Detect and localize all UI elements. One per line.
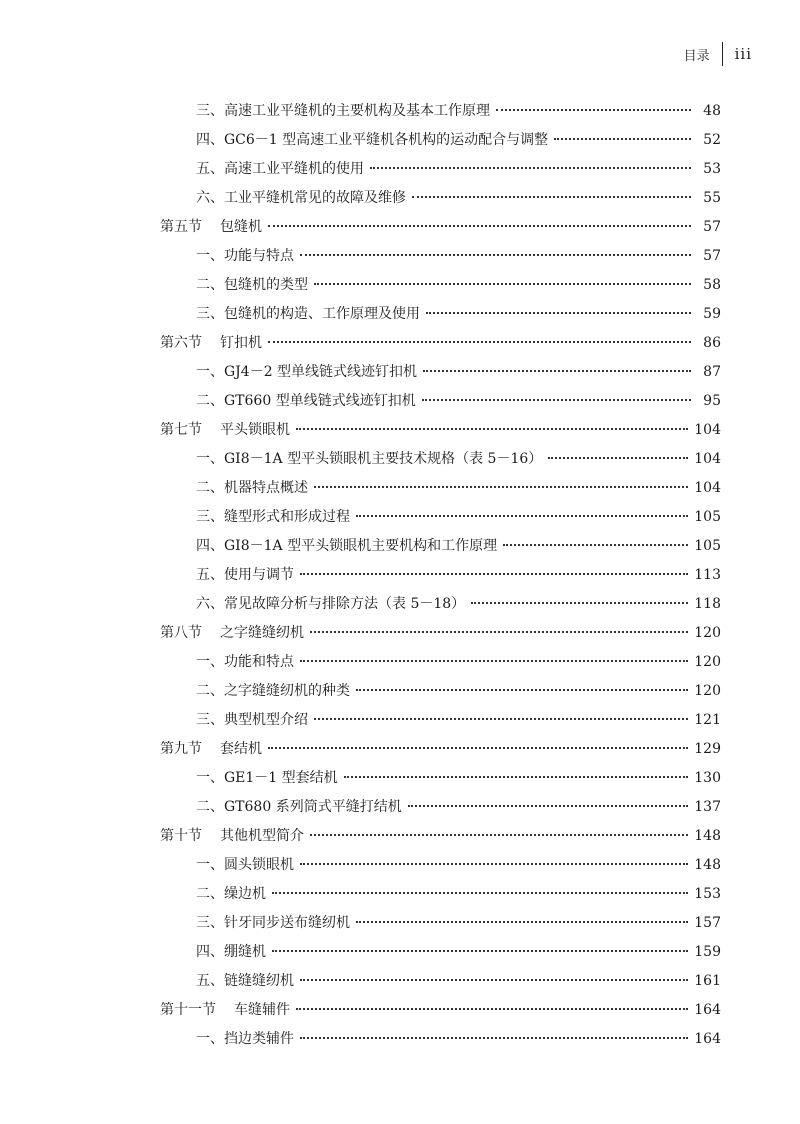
toc-page-number: 104: [694, 422, 721, 438]
toc-entry-title: 二、机器特点概述: [196, 480, 308, 496]
toc-entry-label: [196, 387, 416, 416]
toc-subsection-entry[interactable]: [160, 764, 721, 793]
toc-entry-label: [196, 880, 266, 909]
toc-entry-label: [196, 764, 338, 793]
toc-entry-label: [160, 416, 290, 445]
toc-entry-label: [196, 445, 542, 474]
toc-entry-label: [196, 561, 294, 590]
dot-leader: [272, 949, 688, 952]
toc-section-number: 第九节: [160, 741, 202, 757]
toc-entry-label: [196, 155, 364, 184]
toc-page-number: 164: [694, 1031, 721, 1047]
toc-entry-title: 二、GT660 型单线链式线迹钉扣机: [196, 393, 416, 409]
toc-entry-title: 其他机型简介: [220, 828, 304, 844]
toc-page-number: 153: [694, 886, 721, 902]
dot-leader: [426, 311, 691, 314]
toc-entry-label: [196, 184, 406, 213]
toc-entry-title: 三、包缝机的构造、工作原理及使用: [196, 306, 420, 322]
toc-entry-label: [196, 474, 308, 503]
dot-leader: [356, 514, 688, 517]
table-of-contents: [160, 97, 721, 1054]
toc-subsection-entry[interactable]: [160, 474, 721, 503]
toc-page-number: 120: [694, 683, 721, 699]
toc-entry-label: [196, 358, 417, 387]
toc-entry-label: [196, 793, 402, 822]
toc-entry-label: [196, 967, 294, 996]
dot-leader: [314, 485, 688, 488]
toc-entry-label: [196, 126, 548, 155]
toc-entry-label: [196, 242, 294, 271]
toc-page-number: 137: [694, 799, 721, 815]
toc-entry-title: 二、之字缝缝纫机的种类: [196, 683, 350, 699]
toc-entry-title: 三、缝型形式和形成过程: [196, 509, 350, 525]
toc-page-number: 104: [694, 451, 721, 467]
toc-entry-label: [196, 503, 350, 532]
toc-page-number: 87: [703, 364, 721, 380]
toc-page-number: 157: [694, 915, 721, 931]
dot-leader: [268, 224, 691, 227]
toc-section-entry[interactable]: [160, 619, 721, 648]
dot-leader: [471, 601, 688, 604]
toc-page-number: 164: [694, 1002, 721, 1018]
toc-entry-title: 五、使用与调节: [196, 567, 294, 583]
dot-leader: [310, 630, 688, 633]
toc-page-number: 159: [694, 944, 721, 960]
dot-leader: [422, 398, 691, 401]
dot-leader: [503, 543, 688, 546]
toc-page-number: 148: [694, 857, 721, 873]
toc-entry-title: 一、功能和特点: [196, 654, 294, 670]
toc-entry-title: 二、缲边机: [196, 886, 266, 902]
toc-section-number: 第八节: [160, 625, 202, 641]
toc-entry-title: 车缝辅件: [234, 1002, 290, 1018]
dot-leader: [268, 746, 688, 749]
toc-subsection-entry[interactable]: [160, 126, 721, 155]
toc-section-entry[interactable]: [160, 996, 721, 1025]
toc-page-number: 95: [703, 393, 721, 409]
toc-subsection-entry[interactable]: [160, 677, 721, 706]
dot-leader: [356, 688, 688, 691]
toc-entry-label: [160, 996, 290, 1025]
toc-entry-title: 五、高速工业平缝机的使用: [196, 161, 364, 177]
toc-entry-label: [196, 677, 350, 706]
page-folio: iii: [734, 45, 752, 63]
dot-leader: [300, 978, 688, 981]
dot-leader: [300, 253, 691, 256]
toc-section-number: 第十节: [160, 828, 202, 844]
toc-page-number: 53: [703, 161, 721, 177]
toc-subsection-entry[interactable]: [160, 793, 721, 822]
toc-section-number: 第七节: [160, 422, 202, 438]
toc-entry-title: 三、针牙同步送布缝纫机: [196, 915, 350, 931]
toc-page-number: 86: [703, 335, 721, 351]
running-header-title: 目录: [683, 48, 710, 64]
toc-page-number: 59: [703, 306, 721, 322]
dot-leader: [356, 920, 688, 923]
toc-page-number: 58: [703, 277, 721, 293]
toc-subsection-entry[interactable]: [160, 909, 721, 938]
dot-leader: [300, 862, 688, 865]
toc-subsection-entry[interactable]: [160, 590, 721, 619]
toc-subsection-entry[interactable]: [160, 184, 721, 213]
toc-entry-label: [196, 706, 308, 735]
toc-subsection-entry[interactable]: [160, 967, 721, 996]
dot-leader: [344, 775, 689, 778]
toc-subsection-entry[interactable]: [160, 271, 721, 300]
dot-leader: [496, 108, 691, 111]
dot-leader: [370, 166, 691, 169]
toc-entry-title: 一、GE1－1 型套结机: [196, 770, 338, 786]
dot-leader: [314, 717, 688, 720]
toc-page-number: 52: [703, 132, 721, 148]
toc-entry-title: 一、功能与特点: [196, 248, 294, 264]
dot-leader: [310, 833, 688, 836]
toc-subsection-entry[interactable]: [160, 938, 721, 967]
dot-leader: [300, 1036, 688, 1039]
toc-entry-label: [196, 851, 294, 880]
toc-entry-label: [160, 213, 262, 242]
toc-subsection-entry[interactable]: [160, 387, 721, 416]
toc-entry-title: 钉扣机: [220, 335, 262, 351]
toc-page-number: 129: [694, 741, 721, 757]
toc-section-entry[interactable]: [160, 735, 721, 764]
toc-entry-title: 六、常见故障分析与排除方法（表 5－18）: [196, 596, 466, 612]
dot-leader: [300, 659, 688, 662]
toc-subsection-entry[interactable]: [160, 648, 721, 677]
toc-page-number: 148: [694, 828, 721, 844]
toc-page-number: 57: [703, 219, 721, 235]
toc-entry-title: 一、圆头锁眼机: [196, 857, 294, 873]
dot-leader: [296, 427, 688, 430]
toc-page-number: 118: [694, 596, 721, 612]
dot-leader: [423, 369, 691, 372]
toc-entry-label: [196, 97, 490, 126]
toc-entry-title: 一、GI8－1A 型平头锁眼机主要技术规格（表 5－16）: [196, 451, 543, 467]
dot-leader: [296, 1007, 688, 1010]
toc-subsection-entry[interactable]: [160, 300, 721, 329]
dot-leader: [548, 456, 688, 459]
toc-page-number: 57: [703, 248, 721, 264]
toc-subsection-entry[interactable]: [160, 97, 721, 126]
header-divider: [722, 42, 723, 66]
toc-entry-label: [196, 532, 497, 561]
toc-page-number: 113: [694, 567, 721, 583]
toc-entry-title: 五、链缝缝纫机: [196, 973, 294, 989]
toc-entry-title: 二、GT680 系列筒式平缝打结机: [196, 799, 402, 815]
toc-page-number: 105: [694, 509, 721, 525]
dot-leader: [272, 891, 688, 894]
dot-leader: [300, 572, 688, 575]
toc-subsection-entry[interactable]: [160, 358, 721, 387]
toc-entry-label: [196, 909, 350, 938]
toc-entry-label: [196, 938, 266, 967]
toc-section-entry[interactable]: [160, 416, 721, 445]
toc-page-number: 55: [703, 190, 721, 206]
toc-subsection-entry[interactable]: [160, 851, 721, 880]
toc-entry-label: [160, 329, 262, 358]
toc-page-number: 105: [694, 538, 721, 554]
toc-entry-label: [196, 590, 465, 619]
toc-subsection-entry[interactable]: [160, 532, 721, 561]
toc-subsection-entry[interactable]: [160, 503, 721, 532]
toc-entry-title: 三、典型机型介绍: [196, 712, 308, 728]
toc-entry-label: [160, 619, 304, 648]
toc-entry-label: [196, 300, 420, 329]
toc-entry-label: [196, 1025, 294, 1054]
toc-entry-title: 四、绷缝机: [196, 944, 266, 960]
toc-entry-title: 平头锁眼机: [220, 422, 290, 438]
dot-leader: [268, 340, 691, 343]
toc-entry-title: 三、高速工业平缝机的主要机构及基本工作原理: [196, 103, 490, 119]
toc-entry-title: 六、工业平缝机常见的故障及维修: [196, 190, 406, 206]
toc-subsection-entry[interactable]: [160, 155, 721, 184]
toc-entry-label: [160, 822, 304, 851]
toc-page-number: 120: [694, 625, 721, 641]
dot-leader: [314, 282, 691, 285]
toc-subsection-entry[interactable]: [160, 1025, 721, 1054]
toc-section-entry[interactable]: [160, 822, 721, 851]
toc-section-number: 第十一节: [160, 1002, 216, 1018]
toc-entry-title: 四、GC6－1 型高速工业平缝机各机构的运动配合与调整: [196, 132, 549, 148]
toc-entry-title: 套结机: [220, 741, 262, 757]
toc-subsection-entry[interactable]: [160, 561, 721, 590]
toc-section-number: 第五节: [160, 219, 202, 235]
toc-page-number: 104: [694, 480, 721, 496]
toc-entry-label: [160, 735, 262, 764]
toc-section-entry[interactable]: [160, 329, 721, 358]
toc-subsection-entry[interactable]: [160, 242, 721, 271]
toc-entry-title: 一、GJ4－2 型单线链式线迹钉扣机: [196, 364, 418, 380]
toc-entry-title: 包缝机: [220, 219, 262, 235]
toc-entry-label: [196, 271, 308, 300]
toc-page-number: 121: [694, 712, 721, 728]
toc-page-number: 161: [694, 973, 721, 989]
dot-leader: [554, 137, 691, 140]
running-header: [684, 40, 752, 68]
toc-entry-label: [196, 648, 294, 677]
toc-section-entry[interactable]: [160, 213, 721, 242]
toc-page-number: 120: [694, 654, 721, 670]
toc-subsection-entry[interactable]: [160, 445, 721, 474]
dot-leader: [412, 195, 691, 198]
toc-subsection-entry[interactable]: [160, 880, 721, 909]
toc-entry-title: 之字缝缝纫机: [220, 625, 304, 641]
toc-subsection-entry[interactable]: [160, 706, 721, 735]
toc-page-number: 130: [694, 770, 721, 786]
toc-page-number: 48: [703, 103, 721, 119]
toc-entry-title: 四、GI8－1A 型平头锁眼机主要机构和工作原理: [196, 538, 498, 554]
dot-leader: [408, 804, 689, 807]
toc-section-number: 第六节: [160, 335, 202, 351]
toc-entry-title: 二、包缝机的类型: [196, 277, 308, 293]
toc-entry-title: 一、挡边类辅件: [196, 1031, 294, 1047]
